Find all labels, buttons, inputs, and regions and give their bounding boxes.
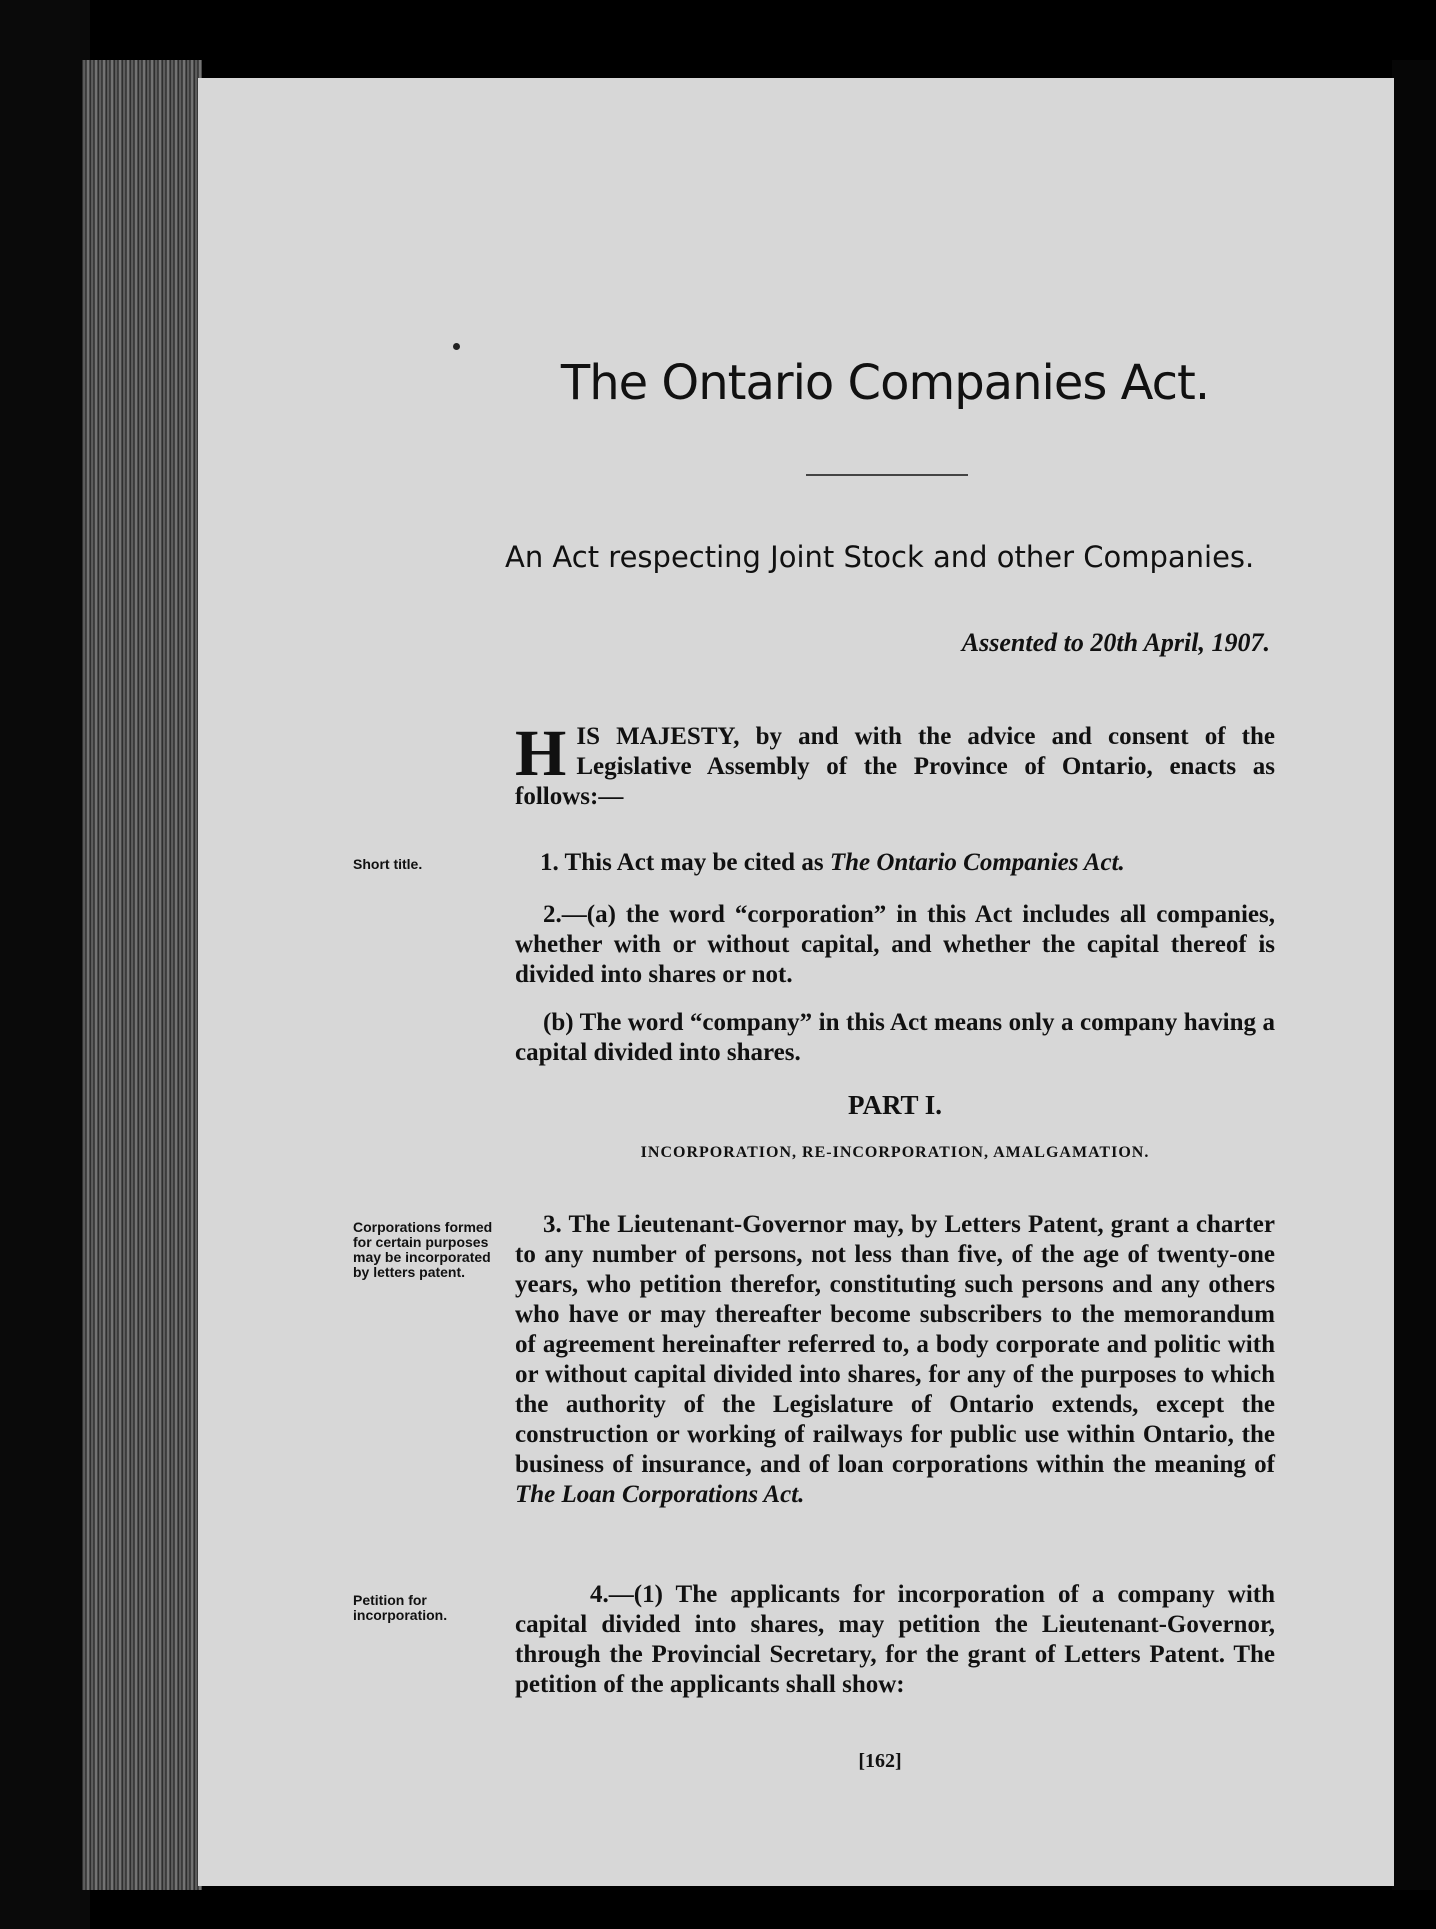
margin-note-corporations: Corporations formed for certain purposes may be incorporated by letters patent. xyxy=(353,1219,493,1280)
page-number: [162] xyxy=(858,1750,902,1772)
section-1 xyxy=(515,848,1275,878)
part-subheading: INCORPORATION, RE-INCORPORATION, AMALGAMATION. xyxy=(640,1144,1150,1161)
section-1-act-name: The Ontario Companies Act. xyxy=(829,849,1125,876)
section-2a: 2.—(a) the word “corporation” in this Act includes all companies, whether with or without capital, and whether the capital thereof is divided into shares or not. xyxy=(515,901,1275,988)
assent-date: Assented to 20th April, 1907. xyxy=(961,628,1270,657)
binding-edge xyxy=(1392,60,1436,1890)
section-3 xyxy=(515,1210,1275,1510)
ink-speck xyxy=(453,343,460,350)
preamble-text: IS MAJESTY, by and with the advice and consent of the Legislative Assembly of the Province of Ontario, enacts as follows:— xyxy=(515,723,1275,810)
part-heading: PART I. xyxy=(847,1090,943,1120)
section-2b: (b) The word “company” in this Act means only a company having a capital divided into shares. xyxy=(515,1009,1275,1066)
section-4: 4.—(1) The applicants for incorporation of a company with capital divided into shares, may petition the Lieutenant-Governor, through the Provincial Secretary, for the grant of Letters Patent. The petition of the applicants shall show: xyxy=(515,1581,1275,1698)
page-title: The Ontario Companies Act. xyxy=(560,355,1210,411)
margin-note-short-title: Short title. xyxy=(353,856,423,872)
act-subtitle: An Act respecting Joint Stock and other Companies. xyxy=(505,540,1255,574)
section-1-text: 1. This Act may be cited as xyxy=(540,849,830,876)
book-spine xyxy=(0,0,90,1929)
preamble xyxy=(515,717,1275,812)
page-edges xyxy=(82,60,202,1890)
section-3-text: 3. The Lieutenant-Governor may, by Letters Patent, grant a charter to any number of persons, not less than five, of the age of twenty-one years, who petition therefor, constituting such persons and any others who have or may thereafter become subscribers to the memorandum of agreement hereinafter referred to, a body corporate and politic with or without capital divided into shares, for any of the purposes to which the authority of the Legislature of Ontario extends, except the construction or working of railways for public use within Ontario, the business of insurance, and of loan corporations within the meaning of xyxy=(515,1211,1275,1478)
drop-cap: H xyxy=(515,717,567,790)
section-3-act-name: The Loan Corporations Act. xyxy=(515,1481,805,1508)
margin-note-petition: Petition for incorporation. xyxy=(353,1592,448,1623)
title-rule xyxy=(806,474,968,476)
